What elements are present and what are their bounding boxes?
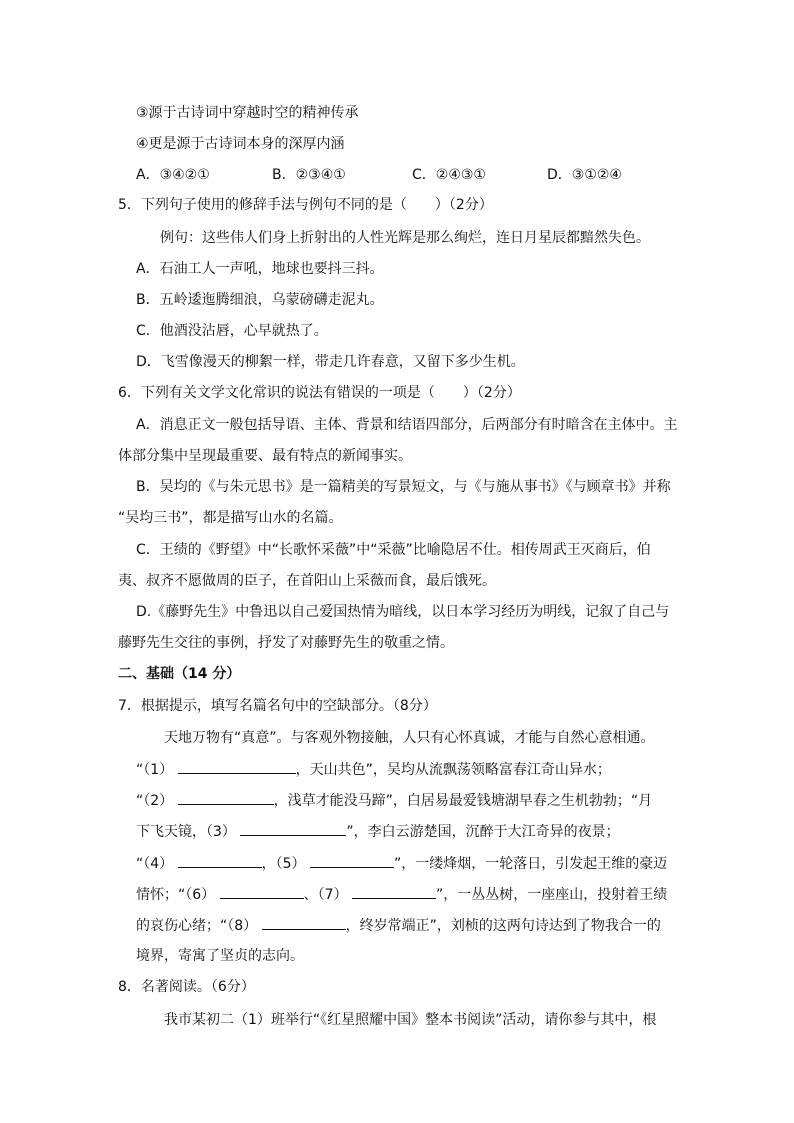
q6-option-d-line1: D.《藤野先生》中鲁迅以自己爱国热情为暗线，以日本学习经历为明线，记叙了自己与 bbox=[136, 604, 670, 620]
q5-option-a: A．石油工人一声吼，地球也要抖三抖。 bbox=[136, 261, 384, 277]
q7-paragraph-line5 bbox=[136, 853, 676, 874]
q7-line2-prefix: “（1） bbox=[136, 762, 174, 778]
question-7: 7．根据提示，填写名篇名句中的空缺部分。（8分） bbox=[118, 698, 437, 714]
q4-option-d: D．③①②④ bbox=[547, 167, 622, 183]
q4-option-c: C．②④③① bbox=[412, 167, 486, 183]
question-5: 5．下列句子使用的修辞手法与例句不同的是（ ）（2分） bbox=[118, 197, 493, 213]
fill-blank-5[interactable] bbox=[310, 853, 394, 868]
fill-blank-3[interactable] bbox=[240, 821, 346, 836]
q5-option-c: C．他酒没沾唇，心早就热了。 bbox=[136, 323, 328, 339]
q5-example: 例句：这些伟人们身上折射出的人性光辉是那么绚烂，连日月星辰都黯然失色。 bbox=[160, 230, 650, 246]
line-item-4: ④更是源于古诗词本身的深厚内涵 bbox=[136, 136, 345, 152]
q7-line6-prefix: 情怀；“（6） bbox=[136, 887, 216, 903]
line-item-3: ③源于古诗词中穿越时空的精神传承 bbox=[136, 105, 359, 121]
q7-line4-text: ”，李白云游楚国，沉醉于大江奇异的夜景； bbox=[346, 824, 620, 840]
fill-blank-2[interactable] bbox=[178, 790, 274, 805]
q7-paragraph-line8: 境界，寄寓了坚贞的志向。 bbox=[136, 948, 304, 964]
q7-paragraph-line1: 天地万物有“真意”。与客观外物接触，人只有心怀真诚，才能与自然心意相通。 bbox=[164, 730, 655, 746]
q6-option-b-line2: “吴均三书”，都是描写山水的名篇。 bbox=[118, 510, 343, 526]
q5-option-d: D．飞雪像漫天的柳絮一样，带走几许春意，又留下多少生机。 bbox=[136, 354, 525, 370]
q7-line6-mid: 、（7） bbox=[303, 887, 348, 903]
q4-option-a: A．③④②① bbox=[136, 167, 210, 183]
q6-option-a-line1: A．消息正文一般包括导语、主体、背景和结语四部分，后两部分有时暗含在主体中。主 bbox=[136, 417, 678, 433]
fill-blank-4[interactable] bbox=[178, 853, 262, 868]
q5-option-b: B．五岭逶迤腾细浪，乌蒙磅礴走泥丸。 bbox=[136, 292, 384, 308]
q4-option-b: B．②③④① bbox=[272, 167, 346, 183]
q7-line5-text: ”，一缕烽烟，一轮落日，引发起王维的豪迈 bbox=[394, 856, 668, 872]
q6-option-b-line1: B．吴均的《与朱元思书》是一篇精美的写景短文，与《与施从事书》《与顾章书》并称 bbox=[136, 479, 671, 495]
q7-line7-text: ，终岁常端正”，刘桢的这两句诗达到了物我合一的 bbox=[345, 918, 661, 934]
q6-option-c-line1: C．王绩的《野望》中“长歌怀采薇”中“采薇”比喻隐居不仕。相传周武王灭商后，伯 bbox=[136, 542, 651, 558]
q7-line6-text: ”，一丛丛树，一座座山，投射着王绩 bbox=[436, 887, 668, 903]
q8-paragraph-line1: 我市某初二（1）班举行“《红星照耀中国》整本书阅读”活动，请你参与其中，根 bbox=[164, 1012, 657, 1028]
q7-line3-text: ，浅草才能没马蹄”，白居易最爱钱塘湖早春之生机勃勃；“月 bbox=[273, 793, 653, 809]
question-8: 8．名著阅读。（6分） bbox=[118, 979, 255, 995]
q7-paragraph-line4 bbox=[136, 821, 676, 842]
q7-line4-prefix: 下飞天镜，（3） bbox=[136, 824, 236, 840]
q7-line5-mid: ，（5） bbox=[261, 856, 306, 872]
q7-paragraph-line6 bbox=[136, 884, 676, 905]
q7-line3-prefix: “（2） bbox=[136, 793, 174, 809]
q6-option-c-line2: 夷、叔齐不愿做周的臣子，在首阳山上采薇而食，最后饿死。 bbox=[118, 573, 496, 589]
q6-option-d-line2: 藤野先生交往的事例，抒发了对藤野先生的敬重之情。 bbox=[118, 635, 454, 651]
q7-paragraph-line7 bbox=[136, 915, 676, 936]
q7-line2-text: ，天山共色”，吴均从流飘荡领略富春江奇山异水； bbox=[295, 762, 611, 778]
question-6: 6．下列有关文学文化常识的说法有错误的一项是（ ）（2分） bbox=[118, 385, 521, 401]
fill-blank-7[interactable] bbox=[352, 884, 436, 899]
fill-blank-8[interactable] bbox=[262, 915, 346, 930]
section-heading-2: 二、基础（14 分） bbox=[118, 666, 241, 682]
fill-blank-6[interactable] bbox=[220, 884, 304, 899]
q7-paragraph-line3 bbox=[136, 790, 676, 811]
q7-line5-prefix: “（4） bbox=[136, 856, 174, 872]
q7-paragraph-line2 bbox=[136, 759, 676, 780]
q7-line7-prefix: 的哀伤心绪；“（8） bbox=[136, 918, 258, 934]
q6-option-a-line2: 体部分集中呈现最重要、最有特点的新闻事实。 bbox=[118, 448, 412, 464]
fill-blank-1[interactable] bbox=[178, 759, 296, 774]
